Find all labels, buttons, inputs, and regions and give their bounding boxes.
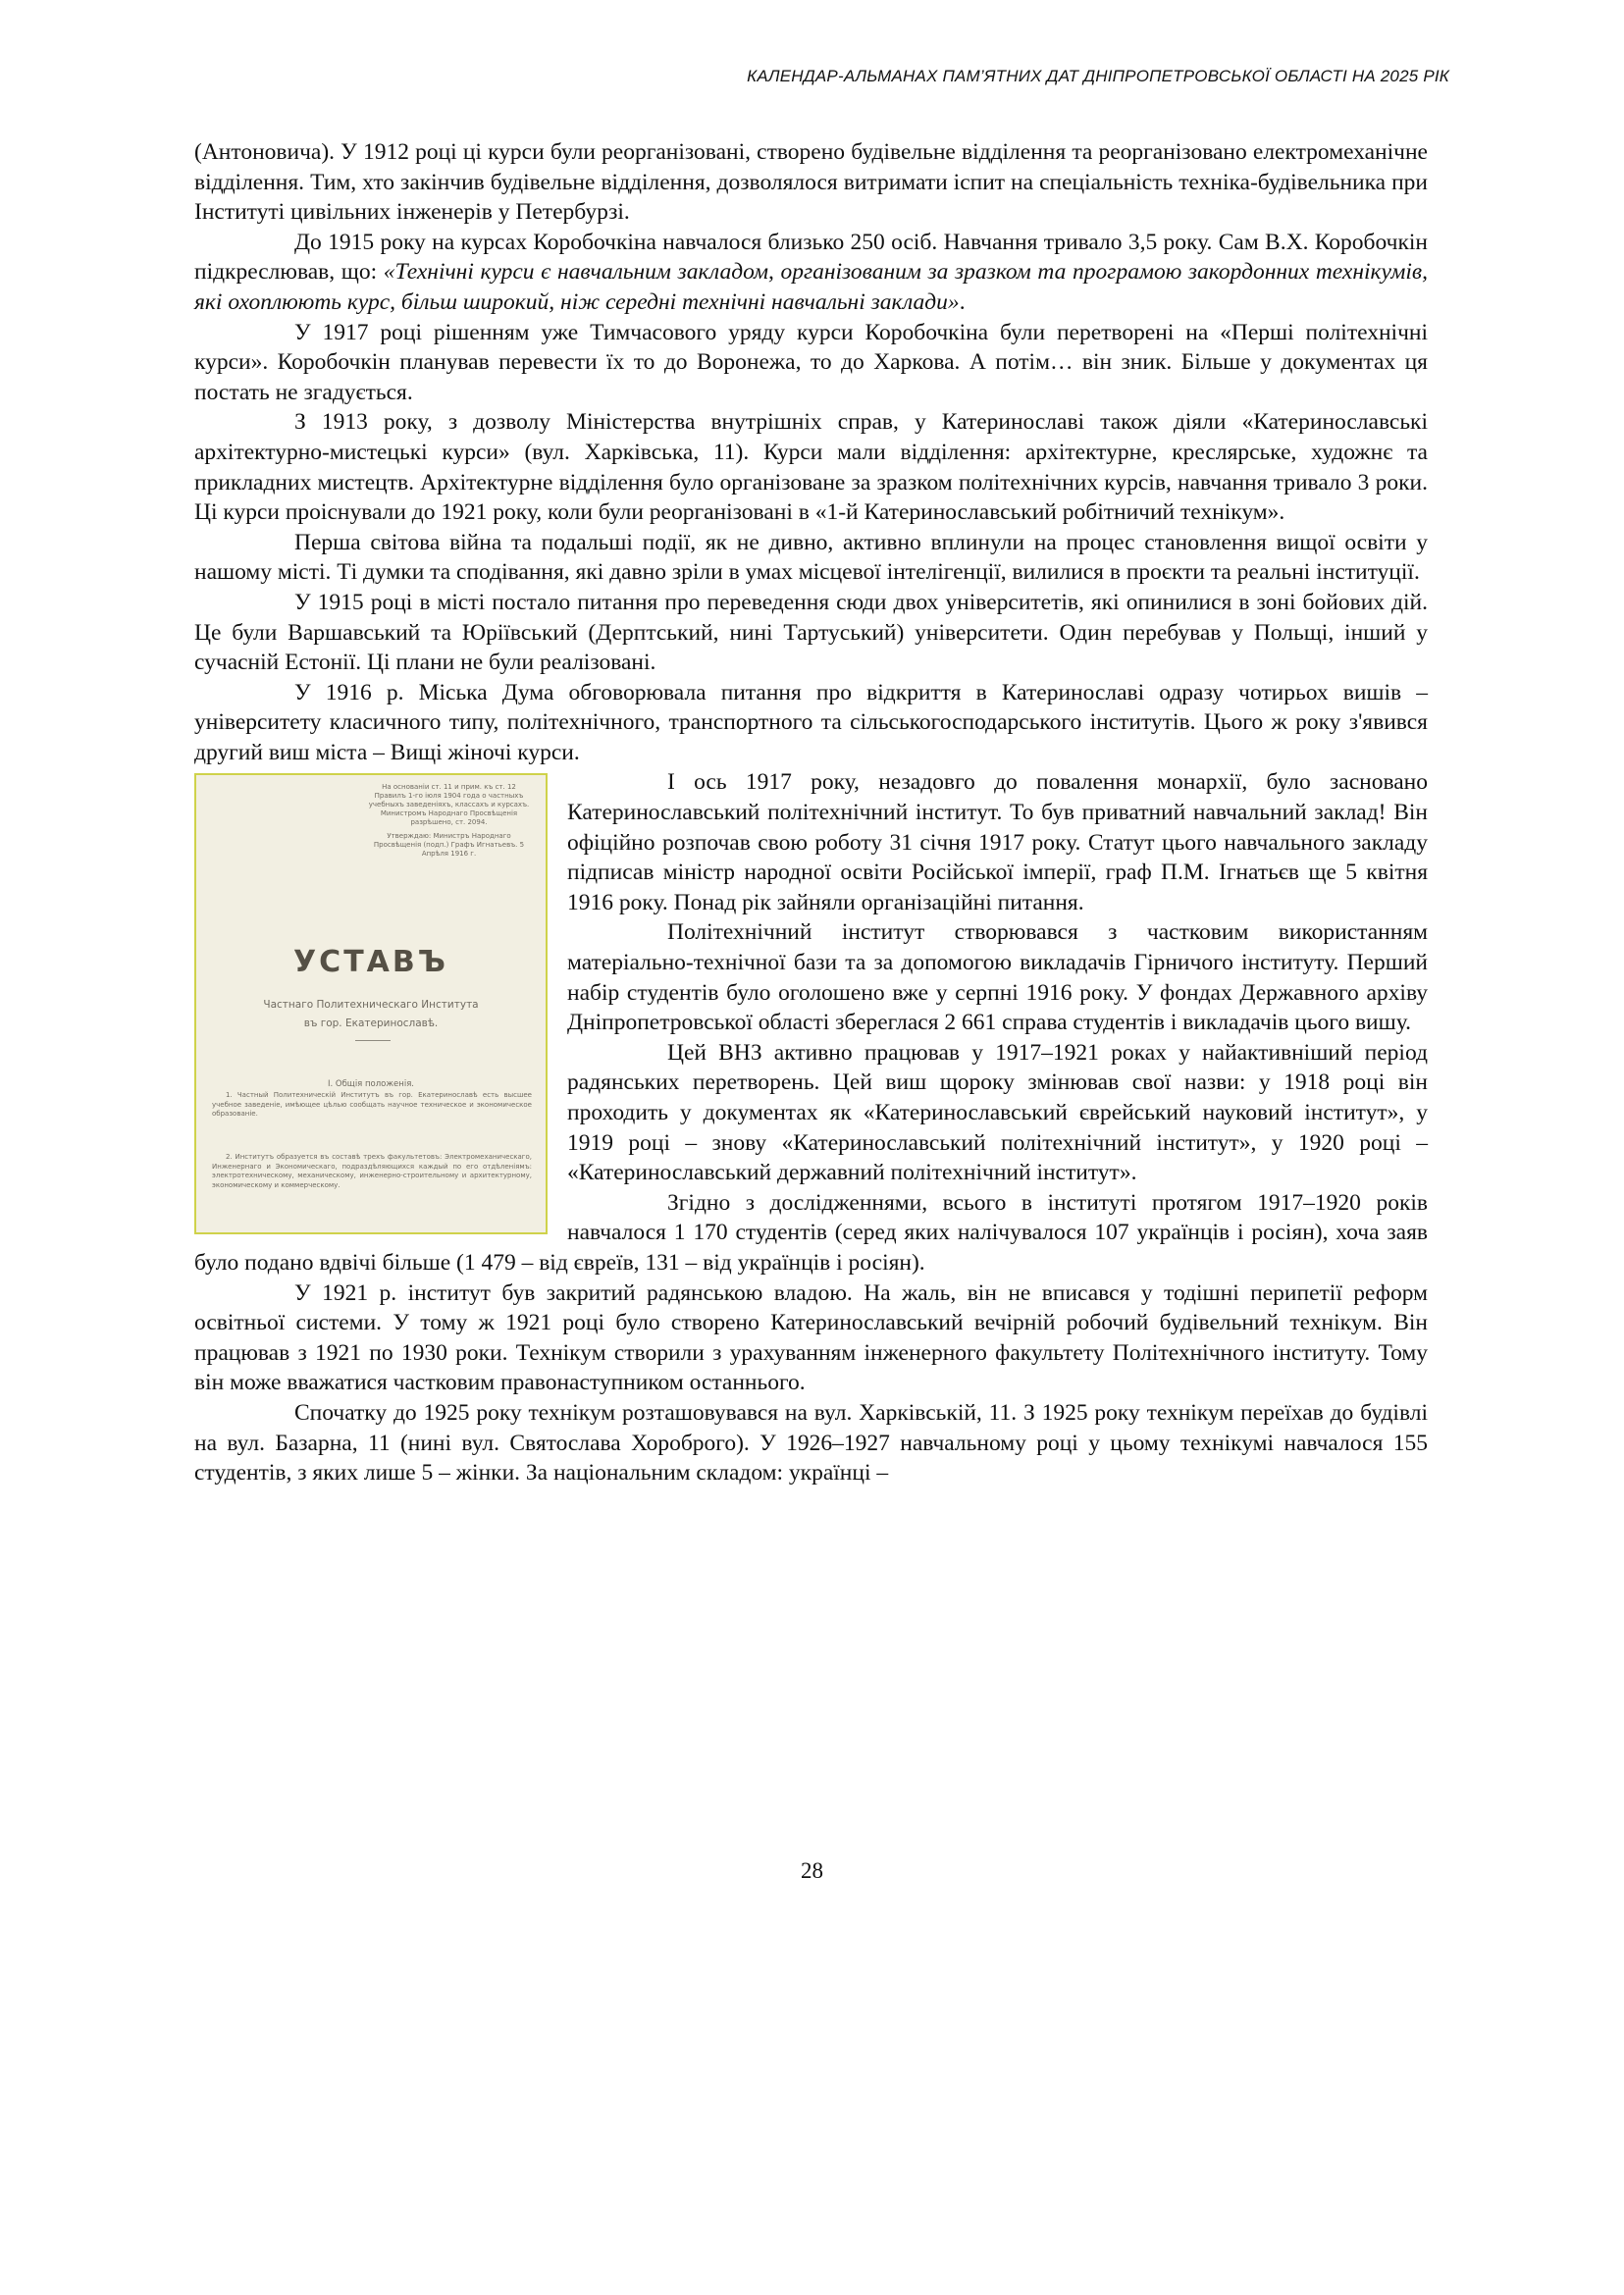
charter-document-image xyxy=(194,773,548,1234)
paragraph-10: Цей ВНЗ активно працював у 1917–1921 роках у найактивніший період радянських перетворень. Цей виш щороку змінював свої назви: у 1918 році він проходить у документах як «Катеринославський єврейський науковий інститут», у 1919 році – знову «Катеринославський політехнічний інститут», у 1920 році – «Катеринославський державний політехнічний інститут». xyxy=(567,1039,1428,1186)
charter-approval-note: Утверждаю: Министръ Народнаго Просвѣщенія (подп.) Графъ Игнатьевъ. 5 Апрѣля 1916 г. xyxy=(373,832,525,859)
charter-title: УСТАВЪ xyxy=(293,945,448,980)
charter-subtitle xyxy=(196,996,546,1033)
page-number: 28 xyxy=(801,1858,823,1883)
paragraph-6: У 1915 році в місті постало питання про переведення сюди двох університетів, які опинилися в зоні бойових дій. Це були Варшавський та Юріївський (Дерптський, нині Тартуський) університети. Один перебував у Польщі, інший у сучасній Естонії. Ці плани не були реалізовані. xyxy=(194,589,1428,676)
paragraph-5: Перша світова війна та подальші події, як не дивно, активно вплинули на процес становлення вищої освіти у нашому місті. Ті думки та сподівання, які давно зріли в умах місцевої інтелігенції, вилилися в проєкти та реальні інституції. xyxy=(194,529,1428,586)
paragraph-8: І ось 1917 року, незадовго до повалення монархії, було засновано Катеринославський політехнічний інститут. То був приватний навчальний заклад! Він офіційно розпочав свою роботу 31 січня 1917 року. Статут цього навчального закладу підписав міністр народної освіти Російської імперії, граф П.М. Ігнатьєв ще 5 квітня 1916 року. Понад рік зайняли організаційні питання. xyxy=(567,769,1428,915)
charter-paragraph-1: 1. Частный Политехническій Институтъ въ гор. Екатеринославѣ есть высшее учебное заведеніе, имѣющее цѣлью сообщать научное техническое и экономическое образованіе. xyxy=(212,1091,532,1119)
korobochkin-quote: «Технічні курси є навчальним закладом, організованим за зразком та програмою закордонних технікумів, які охоплюють курс, більш широкий, ніж середні технічні навчальні заклади» xyxy=(194,259,1428,315)
paragraph-9: Політехнічний інститут створювався з частковим використанням матеріально-технічної бази та за допомогою викладачів Гірничого інституту. Перший набір студентів було оголошено вже у серпні 1916 року. У фондах Державного архіву Дніпропетровської області збереглася 2 661 справа студентів і викладачів цього вишу. xyxy=(567,919,1428,1036)
paragraph-4: З 1913 року, з дозволу Міністерства внутрішніх справ, у Катеринославі також діяли «Катеринославські архітектурно-мистецькі курси» (вул. Харківська, 11). Курси мали відділення: архітектурне, креслярське, художнє та прикладних мистецтв. Архітектурне відділення було організоване за зразком політехнічних курсів, навчання тривало 3 роки. Ці курси проіснували до 1921 року, коли були реорганізовані в «1-й Катеринославський робітничий технікум». xyxy=(194,409,1428,526)
page-body xyxy=(194,137,1428,1488)
paragraph-3: У 1917 році рішенням уже Тимчасового уряду курси Коробочкіна були перетворені на «Перші політехнічні курси». Коробочкін планував перевести їх то до Воронежа, то до Харкова. А потім… він зник. Більше у документах ця постать не згадується. xyxy=(194,319,1428,405)
charter-subtitle-line-2: въ гор. Екатеринославѣ. xyxy=(303,1017,439,1030)
paragraph-11: Згідно з дослідженнями, всього в інституті протягом 1917–1920 років навчалося 1 170 студентів (серед яких налічувалося 107 українців і росіян), хоча заяв було подано вдвічі більше (1 479 – від євреїв, 131 – від українців і росіян). xyxy=(194,1189,1428,1276)
paragraph-1: (Антоновича). У 1912 році ці курси були реорганізовані, створено будівельне відділення та реорганізовано електромеханічне відділення. Тим, хто закінчив будівельне відділення, дозволялося витримати іспит на спеціальність техніка-будівельника при Інституті цивільних інженерів у Петербурзі. xyxy=(194,139,1428,226)
paragraph-12: У 1921 р. інститут був закритий радянською владою. На жаль, він не вписався у тодішні перипетії реформ освітньої системи. У тому ж 1921 році було створено Катеринославський вечірній робочий будівельний технікум. Він працював з 1921 по 1930 роки. Технікум створили з урахуванням інженерного факультету Політехнічного інституту. Тому він може вважатися частковим правонаступником останнього. xyxy=(194,1279,1428,1396)
charter-paragraph-2: 2. Институтъ образуется въ составѣ трехъ факультетовъ: Электромеханическаго, Инженернаго и Экономическаго, подраздѣляющихся каждый по его отдѣленіямъ: электротехническому, механическому, инженерно-строительному и архитектурному, экономическому и коммерческому. xyxy=(212,1153,532,1189)
charter-top-note: На основаніи ст. 11 и прим. къ ст. 12 Правилъ 1-го іюля 1904 года о частныхъ учебныхъ заведеніяхъ, классахъ и курсахъ. Министромъ Народнаго Просвѣщенія разрѣшено, ст. 2094. xyxy=(368,783,530,827)
charter-subtitle-line-1: Частнаго Политехническаго Института xyxy=(263,999,479,1012)
charter-section-heading: I. Общія положенія. xyxy=(327,1079,415,1090)
running-header: КАЛЕНДАР-АЛЬМАНАХ ПАМ’ЯТНИХ ДАТ ДНІПРОПЕТРОВСЬКОЇ ОБЛАСТІ НА 2025 РІК xyxy=(747,67,1449,85)
charter-divider xyxy=(355,1040,391,1041)
paragraph-2-tail: . xyxy=(959,288,966,315)
paragraph-2 xyxy=(194,228,1428,318)
paragraph-2-text: До 1915 року на курсах Коробочкіна навчалося близько 250 осіб. Навчання тривало 3,5 року. Сам В.Х. Коробочкін підкреслював, що: xyxy=(194,229,1428,286)
paragraph-7: У 1916 р. Міська Дума обговорювала питання про відкриття в Катеринославі одразу чотирьох вишів – університету класичного типу, політехнічного, транспортного та сільськогосподарського інститутів. Цього ж року з'явився другий виш міста – Вищі жіночі курси. xyxy=(194,679,1428,765)
paragraph-13: Спочатку до 1925 року технікум розташовувався на вул. Харківській, 11. З 1925 року технікум переїхав до будівлі на вул. Базарна, 11 (нині вул. Святослава Хороброго). У 1926–1927 навчальному році у цьому технікумі навчалося 155 студентів, з яких лише 5 – жінки. За національним складом: українці – xyxy=(194,1399,1428,1487)
